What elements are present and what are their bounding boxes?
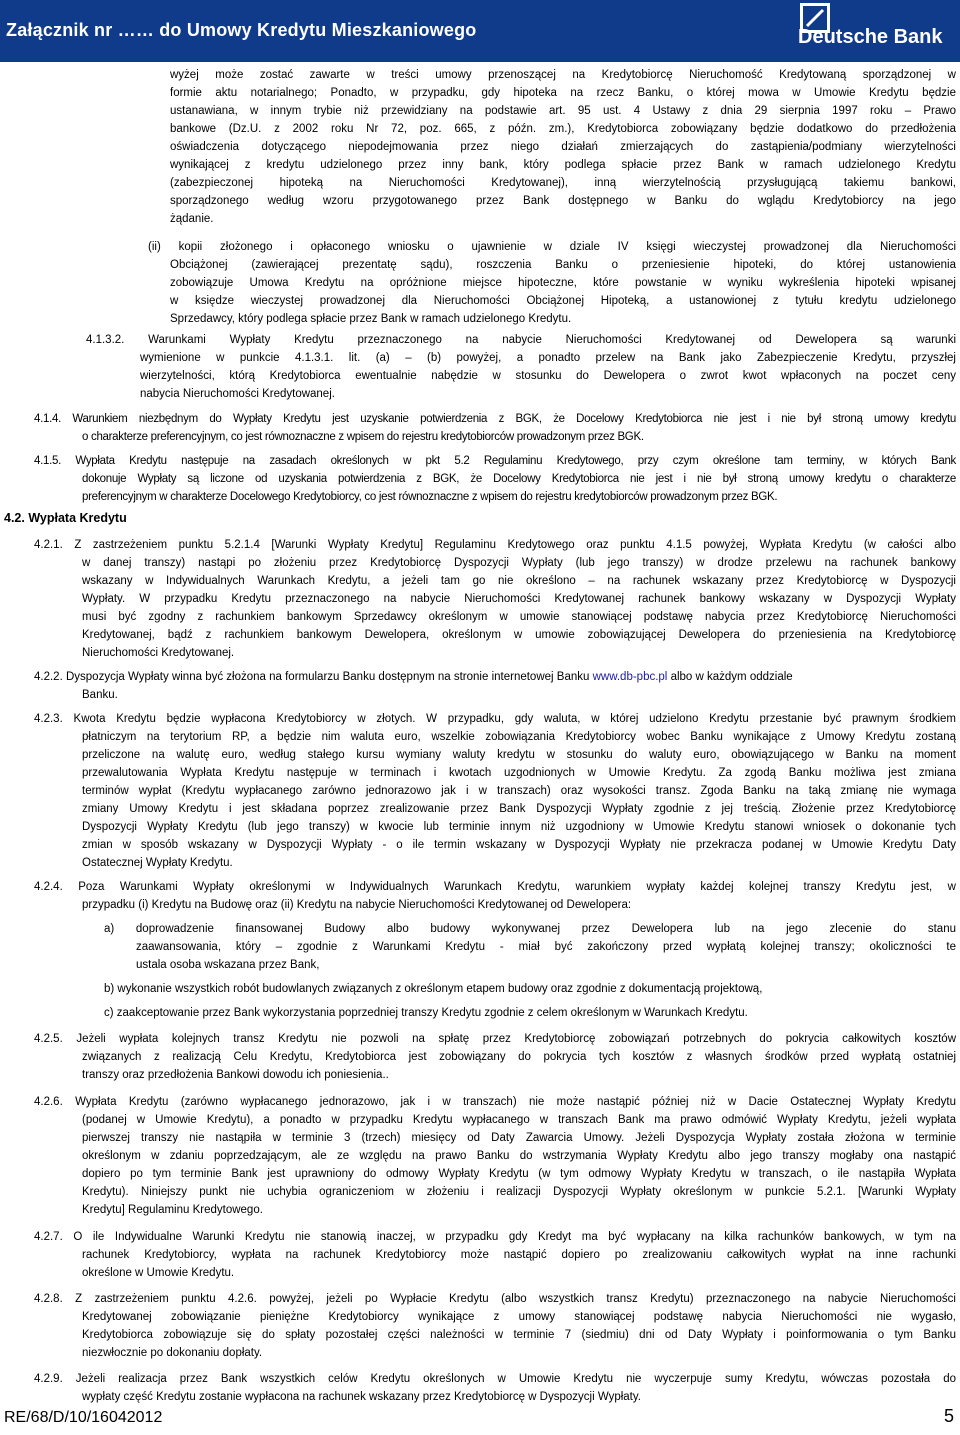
- text-line: określonym w zdaniu poprzedzającym, ale ze względu na prawo Banku do wstrzymania Wypłaty Kredytu albo jego transzy mogłaby ona nastąpić: [82, 1150, 956, 1162]
- text-line: Nieruchomości Kredytowanej.: [82, 647, 235, 659]
- text-line: a) doprowadzenie finansowanej Budowy albo budowy wykonywanej przez Dewelopera lub na jego zlecenie do stanu: [104, 923, 956, 935]
- text-line: wynikającej z kredytu udzielonego przez inny bank, który podlega spłacie przez Bank w ramach udzielonego Kredytu: [170, 159, 956, 171]
- deutsche-bank-logo: [798, 3, 948, 59]
- text-line: 4.1.4. Warunkiem niezbędnym do Wypłaty Kredytu jest uzyskanie potwierdzenia z BGK, że Docelowy Kredytobiorca nie jest i nie był stroną umowy kredytu: [34, 413, 956, 425]
- text-line: 4.2.9. Jeżeli realizacja przez Bank wszystkich celów Kredytu określonych w Umowie Kredytu nie wyczerpuje sumy Kredytu, wówczas pozostała do: [34, 1373, 956, 1385]
- text-line: Kredytu] Regulaminu Kredytowego.: [82, 1204, 263, 1216]
- text-line: zobowiązuje Umowa Kredytu na opróżnione miejsce hipoteczne, które powstanie w wyniku wykreślenia hipoteki wpisanej: [170, 277, 956, 289]
- text-line: ustala osoba wskazana przez Bank,: [136, 959, 320, 971]
- text-line: nabycia Nieruchomości Kredytowanej.: [140, 388, 335, 400]
- text-line: bankowe (Dz.U. z 2002 roku Nr 72, poz. 665, z późn. zm.), Kredytobiorca zobowiązany będzie dodatkowo do przedłożenia: [170, 123, 956, 135]
- text-line: związanych z realizacją Celu Kredytu, Kredytobiorca jest zobowiązany do pokrycia tych kosztów z własnych środków przed wypłatą ostatniej: [82, 1051, 956, 1063]
- text-line: wyżej może zostać zawarte w treści umowy przenoszącej na Kredytobiorcę Nieruchomość Kredytowaną sporządzonej w: [170, 69, 956, 81]
- text-line: przeliczone na walutę euro, według stałego kursu wymiany waluty kredytu w stosunku do waluty euro, obowiązującego w Banku na moment: [82, 749, 956, 761]
- text-line: niezwłocznie po dokonaniu dopłaty.: [82, 1347, 263, 1359]
- text-line: 4.2.8. Z zastrzeżeniem punktu 4.2.6. powyżej, jeżeli po Wypłacie Kredytu (albo wszystkich transz Kredytu) przeznaczonego na nabycie Nieruchomości: [34, 1293, 956, 1305]
- document-code: RE/68/D/10/16042012: [4, 1409, 163, 1426]
- text-line: żądanie.: [170, 213, 214, 225]
- text-line: (zabezpieczonej hipoteką na Nieruchomości Kredytowanej), inną wierzytelnością przysługującą takiemu bankowi,: [170, 177, 956, 189]
- document-title: Załącznik nr …… do Umowy Kredytu Mieszkaniowego: [6, 20, 477, 40]
- text-line: Ostatecznej Wypłaty Kredytu.: [82, 857, 233, 869]
- text-line: wymienione w punkcie 4.1.3.1. lit. (a) – (b) powyżej, a ponadto przelew na Bank jako Zabezpieczenie Kredytu, przyszłej: [140, 352, 956, 364]
- text-line: Kredytowanej, bądź z rachunkiem bankowym Dewelopera, określonym w umowie zobowiązującej Dewelopera do przeniesienia na Kredytobiorcę: [82, 629, 956, 641]
- text-line: 4.2.4. Poza Warunkami Wypłaty określonymi w Indywidualnych Warunkach Kredytu, warunkiem wypłaty każdej kolejnej transzy Kredytu jest, w: [34, 881, 956, 893]
- text-line: Dyspozycji Wypłaty Kredytu (lub jego transzy) w kwocie lub terminie innym niż uzgodniony w Umowie Kredytu stanowi wniosek o dokonanie tych: [82, 821, 956, 833]
- page-number: 5: [943, 1406, 954, 1426]
- text-line: b) wykonanie wszystkich robót budowlanych związanych z określonym etapem budowy oraz zgodnie z dokumentacją projektową,: [104, 983, 763, 995]
- text-line: rachunek Kredytobiorcy, wypłata na rachunek Kredytobiorcy może nastąpić dopiero po zrealizowaniu całkowitych wypłat na inne rachunki: [82, 1249, 956, 1261]
- text-line: 4.2.3. Kwota Kredytu będzie wypłacona Kredytobiorcy w złotych. W przypadku, gdy waluta, w której udzielono Kredytu przestanie być prawnym środkiem: [34, 713, 956, 725]
- text-line: Kredytowanej zobowiązanie pieniężne Kredytobiorcy wynikające z umowy stanowiącej podstawę nabycia Nieruchomości nie wygasło,: [82, 1311, 956, 1323]
- text-line: Kredytu). Niniejszy punkt nie uchybia ograniczeniom w złożeniu i realizacji Dyspozycji Wypłaty określonym w punkcie 5.2.1. [Warunki Wypłaty: [82, 1186, 956, 1198]
- text-line: Kredytobiorca zobowiązuje się do spłaty pozostałej części należności w terminie 7 (siedmiu) dni od Daty Wypłaty i poinformowania o tym Banku: [82, 1329, 956, 1341]
- text-line: c) zaakceptowanie przez Bank wykorzystania poprzedniej transzy Kredytu zgodnie z celem określonym w Warunkach Kredytu.: [104, 1007, 748, 1019]
- text-line: Obciążonej (zawierającej prezentatę sądu), roszczenia Banku o przeniesienie hipoteki, do której ustanowienia: [170, 259, 956, 271]
- logo-wordmark: Deutsche Bank: [798, 26, 943, 48]
- text-line: wskazany w Indywidualnych Warunkach Kredytu, a jeżeli tam go nie określono – na rachunek wskazany przez Kredytobiorcę w Dyspozycji: [82, 575, 956, 587]
- text-line: sporządzonego według wzoru przygotowanego przez Bank dostępnego w Banku do wglądu Kredytobiorcy na jego: [170, 195, 956, 207]
- text-line: przewalutowania Wypłata Kredytu następuje w terminach i kwotach uzgodnionych w Umowie Kredytu. Za zgodą Banku możliwa jest zmiana: [82, 767, 956, 779]
- text-segment: 4.2.2. Dyspozycja Wypłaty winna być złożona na formularzu Banku dostępnym na stronie internetowej Banku: [34, 671, 593, 683]
- text-line: ustanawiana, w innym trybie niż przewidziany na podstawie art. 95 ust. 4 Ustawy z dnia 29 sierpnia 1997 roku – Prawo: [170, 105, 956, 117]
- text-line: (ii) kopii złożonego i opłaconego wniosku o ujawnienie w dziale IV księgi wieczystej prowadzonej dla Nieruchomości: [148, 241, 956, 253]
- text-line: w księdze wieczystej prowadzonej dla Nieruchomości Obciążonej Hipoteką, a ustanowionej z tytułu kredytu udzielonego: [170, 295, 956, 307]
- text-line: pierwszej transzy nie nastąpiła w terminie 3 (trzech) miesięcy od Daty Zawarcia Umowy. Jeżeli Dyspozycja Wypłaty została złożona w terminie: [82, 1132, 956, 1144]
- text-line: 4.1.3.2. Warunkami Wypłaty Kredytu przeznaczonego na nabycie Nieruchomości Kredytowanej od Dewelopera są warunki: [86, 334, 956, 346]
- text-line: określone w Umowie Kredytu.: [82, 1267, 235, 1279]
- text-line: płatniczym na terytorium RP, a będzie nim waluta euro, wszelkie zobowiązania Kredytobiorcy wobec Banku wynikające z Umowy Kredytu zostaną: [82, 731, 956, 743]
- text-line: 4.2.5. Jeżeli wypłata kolejnych transz Kredytu nie pozwoli na spłatę przez Kredytobiorcę zobowiązań potrzebnych do pokrycia całkowitych kosztów: [34, 1033, 956, 1045]
- text-line: zmiany Umowy Kredytu i jest składana poprzez zrealizowanie przez Bank Dyspozycji Wypłaty zgodnie z jej treścią. Złożenie przez Kredytobiorcę: [82, 803, 956, 815]
- text-line: Sprzedawcy, który podlega spłacie przez Bank w ramach udzielonego Kredytu.: [170, 313, 572, 325]
- text-line: musi być zgodny z rachunkiem bankowym Sprzedawcy określonym w umowie stanowiącej podstawę nabycia przez Kredytobiorcę Nieruchomości: [82, 611, 956, 623]
- text-line: zaawansowania, który – zgodnie z Warunkami Kredytu - miał być zakończony przed wypłatą kolejnej transzy; okoliczności te: [136, 941, 956, 953]
- text-line: przypadku (i) Kredytu na Budowę oraz (ii) Kredytu na nabycie Nieruchomości Kredytowanej od Dewelopera:: [82, 899, 632, 911]
- text-segment: albo w każdym oddziale: [667, 671, 793, 683]
- section-heading: 4.2. Wypłata Kredytu: [4, 511, 127, 525]
- document-header: [0, 0, 960, 62]
- text-line: 4.1.5. Wypłata Kredytu następuje na zasadach określonych w pkt 5.2 Regulaminu Kredytowego, przy czym określone tam terminy, w których Bank: [34, 455, 956, 467]
- text-line: zmian w sposób wskazany w Dyspozycji Wypłaty - o ile termin wskazany w Dyspozycji Wypłaty nie przekracza podanej w Umowie Kredytu Daty: [82, 839, 956, 851]
- text-line: Banku.: [82, 689, 118, 701]
- text-line: terminów wypłat (Kredytu wypłacanego zarówno jednorazowo jak i w transzach) oraz wysokości transz. Zgoda Banku na taką zmianę nie wymaga: [82, 785, 956, 797]
- bank-website-link[interactable]: www.db-pbc.pl: [592, 671, 668, 683]
- text-line: wypłaty część Kredytu zostanie wypłacona na rachunek wskazany przez Kredytobiorcę w Dyspozycji Wypłaty.: [82, 1391, 641, 1403]
- text-line: 4.2.1. Z zastrzeżeniem punktu 5.2.1.4 [Warunki Wypłaty Kredytu] Regulaminu Kredytowego oraz punktu 4.1.5 powyżej, Wypłata Kredytu (w całości albo: [34, 539, 956, 551]
- text-line: dokonuje Wypłaty są liczone od uzyskania potwierdzenia z BGK, że Docelowy Kredytobiorca nie jest i nie był stroną umowy kredytu o charakterze: [82, 473, 956, 485]
- text-line: preferencyjnym w charakterze Docelowego Kredytobiorcy, co jest równoznaczne z wpisem do rejestru kredytobiorców prowadzonym przez BGK.: [82, 491, 778, 503]
- text-line: wierzytelności, którą Kredytobiorca ewentualnie nabędzie w stosunku do Dewelopera o zwrot kwot wpłaconych na poczet ceny: [140, 370, 956, 382]
- text-line: dopiero po tym terminie Bank jest uprawniony do odmowy Wypłaty Kredytu (w tym odmowy Wypłaty Kredytu w transzach, o ile nastąpiła Wypłata: [82, 1168, 956, 1180]
- text-line: w danej transzy) nastąpi po złożeniu przez Kredytobiorcę Dyspozycji Wypłaty (lub jego transzy) w drodze przelewu na rachunek bankowy: [82, 557, 956, 569]
- text-line: oświadczenia dotyczącego niepodejmowania przez niego działań zmierzających do zastąpienia/podmiany wierzytelności: [170, 141, 956, 153]
- text-line: [34, 668, 793, 686]
- text-line: Wypłaty. W przypadku Kredytu przeznaczonego na nabycie Nieruchomości Kredytowanej rachunek bankowy wskazany w Dyspozycji Wypłaty: [82, 593, 956, 605]
- text-line: (podanej w Umowie Kredytu), a ponadto w przypadku Kredytu wypłacanego w transzach Bank ma prawo odmówić Wypłaty Kredytu, jeżeli wypłata: [82, 1114, 956, 1126]
- text-line: o charakterze preferencyjnym, co jest równoznaczne z wpisem do rejestru kredytobiorców prowadzonym przez BGK.: [82, 431, 644, 443]
- text-line: 4.2.6. Wypłata Kredytu (zarówno wypłacanego jednorazowo, jak i w transzach) nie może nastąpić później niż w Dacie Ostatecznej Wypłaty Kredytu: [34, 1096, 956, 1108]
- text-line: 4.2.7. O ile Indywidualne Warunki Kredytu nie stanowią inaczej, w przypadku gdy Kredyt ma być wypłacany na kilka rachunków bankowych, w tym na: [34, 1231, 956, 1243]
- text-line: formie aktu notarialnego; Ponadto, w przypadku, gdy hipoteka na rzecz Banku, o której mowa w Umowie Kredytu będzie: [170, 87, 956, 99]
- text-line: transzy oraz przedłożenia Bankowi dowodu ich poniesienia..: [82, 1069, 389, 1081]
